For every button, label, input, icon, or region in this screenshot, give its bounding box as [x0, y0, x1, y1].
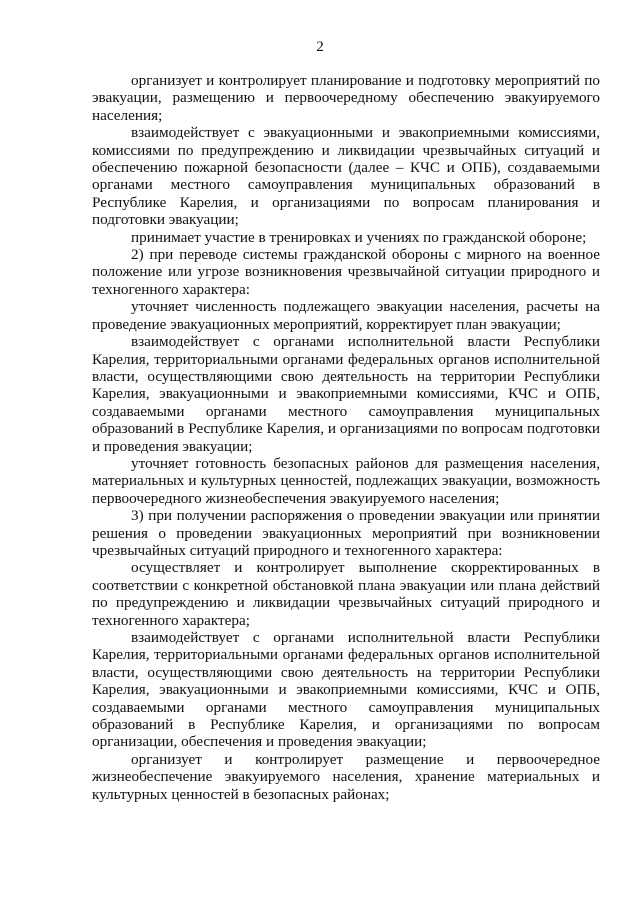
- paragraph-11: организует и контролирует размещение и первоочередное жизнеобеспечение эвакуируемого населения, хранение материальных и культурных ценностей в безопасных районах;: [92, 750, 600, 803]
- paragraph-4: 2) при переводе системы гражданской обороны с мирного на военное положение или угрозе возникновения чрезвычайной ситуации природного и техногенного характера:: [92, 246, 600, 298]
- paragraph-6: взаимодействует с органами исполнительной власти Республики Карелия, территориальными органами федеральных органов исполнительной власти, осуществляющими свою деятельность на территории Республики Карелия, эвакуационными и эвакоприемными комиссиями, КЧС и ОПБ, создаваемыми органами местного самоуправления муниципальных образований в Республике Карелия, и организациями по вопросам подготовки и проведения эвакуации;: [92, 333, 600, 455]
- document-body: [92, 72, 600, 803]
- paragraph-3: принимает участие в тренировках и учениях по гражданской обороне;: [131, 228, 587, 246]
- paragraph-2: взаимодействует с эвакуационными и эвакоприемными комиссиями, комиссиями по предупреждению и ликвидации чрезвычайных ситуаций и обеспечению пожарной безопасности (далее – КЧС и ОПБ), создаваемыми органами местного самоуправления муниципальных образований в Республике Карелия, и организациями по вопросам планирования и подготовки эвакуации;: [92, 124, 600, 229]
- paragraph-7: уточняет готовность безопасных районов для размещения населения, материальных и культурных ценностей, подлежащих эвакуации, возможность первоочередного жизнеобеспечения эвакуируемого населения;: [92, 454, 600, 507]
- paragraph-10: взаимодействует с органами исполнительной власти Республики Карелия, территориальными органами федеральных органов исполнительной власти, осуществляющими свою деятельность на территории Республики Карелия, эвакуационными и эвакоприемными комиссиями, КЧС и ОПБ, создаваемыми органами местного самоуправления муниципальных образований в Республике Карелия, и организациями по вопросам организации, обеспечения и проведения эвакуации;: [92, 629, 600, 751]
- paragraph-5: уточняет численность подлежащего эвакуации населения, расчеты на проведение эвакуационных мероприятий, корректирует план эвакуации;: [92, 298, 600, 333]
- page-number: 2: [316, 39, 324, 55]
- paragraph-9: осуществляет и контролирует выполнение скорректированных в соответствии с конкретной обстановкой плана эвакуации или плана действий по предупреждению и ликвидации чрезвычайных ситуаций природного и техногенного характера;: [92, 559, 600, 629]
- paragraph-1: организует и контролирует планирование и подготовку мероприятий по эвакуации, размещению и первоочередному обеспечению эвакуируемого населения;: [92, 72, 600, 124]
- paragraph-8: 3) при получении распоряжения о проведении эвакуации или принятии решения о проведении эвакуационных мероприятий при возникновении чрезвычайных ситуаций природного и техногенного характера:: [92, 507, 600, 559]
